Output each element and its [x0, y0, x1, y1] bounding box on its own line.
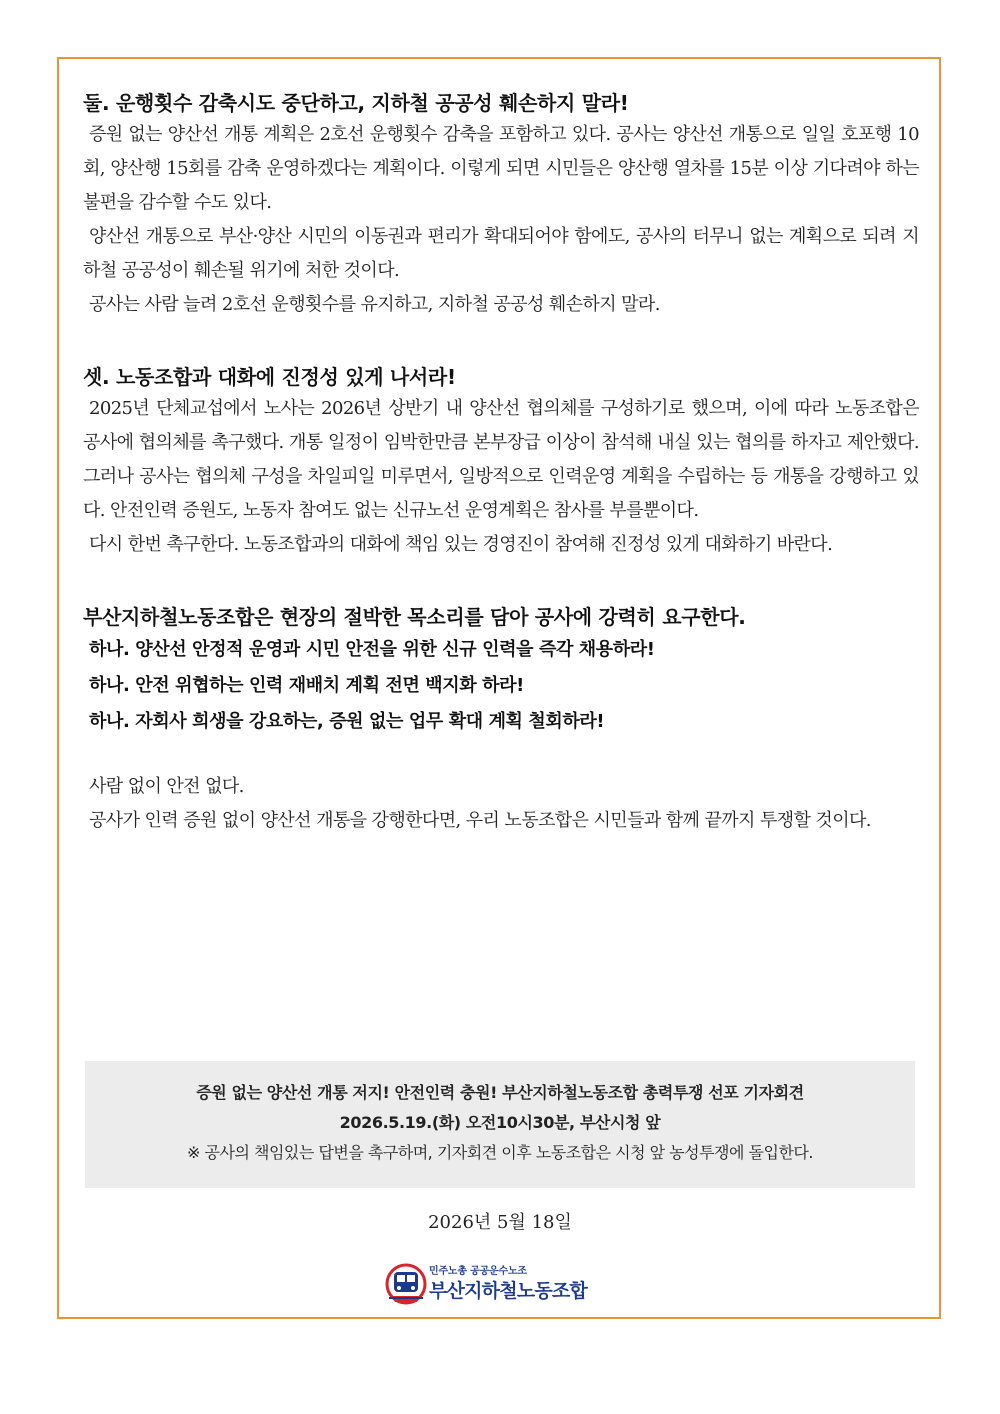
- demand-item: 하나. 양산선 안정적 운영과 시민 안전을 위한 신규 인력을 즉각 채용하라!: [89, 639, 655, 660]
- notice-note: ※ 공사의 책임있는 답변을 촉구하며, 기자회견 이후 노동조합은 시청 앞 농성투쟁에 돌입한다.: [187, 1143, 813, 1162]
- demand-item: 하나. 자회사 희생을 강요하는, 증원 없는 업무 확대 계획 철회하라!: [89, 711, 605, 732]
- notice-title: 증원 없는 양산선 개통 저지! 안전인력 충원! 부산지하철노동조합 총력투쟁 선포 기자회견: [196, 1083, 804, 1102]
- section2-paragraph: 양산선 개통으로 부산·양산 시민의 이동권과 편리가 확대되어야 함에도, 공사의 터무니 없는 계획으로 되려 지하철 공공성이 훼손될 위기에 처한 것이다.: [83, 226, 919, 281]
- section3-paragraph: 다시 한번 촉구한다. 노동조합과의 대화에 책임 있는 경영진이 참여해 진정성 있게 대화하기 바란다.: [89, 534, 833, 555]
- logo-title: 부산지하철노동조합: [429, 1280, 587, 1302]
- spacer: [83, 322, 919, 362]
- spacer: [83, 740, 919, 770]
- closing-line: 사람 없이 안전 없다.: [89, 776, 244, 797]
- subway-train-emblem-icon: [385, 1260, 427, 1308]
- document-body: [83, 88, 919, 838]
- section3-paragraph: 2025년 단체교섭에서 노사는 2026년 상반기 내 양산선 협의체를 구성하기로 했으며, 이에 따라 노동조합은 공사에 협의체를 촉구했다. 개통 일정이 임박한만큼 본부장급 이상이 참석해 내실 있는 협의를 하자고 제안했다. 그러나 공사는 협의체 구성을 차일피일 미루면서, 일방적으로 인력운영 계획을 수립하는 등 개통을 강행하고 있다. 안전인력 증원도, 노동자 참여도 없는 신규노선 운영계획은 참사를 부를뿐이다.: [83, 398, 919, 521]
- section2-paragraph: 증원 없는 양산선 개통 계획은 2호선 운행횟수 감축을 포함하고 있다. 공사는 양산선 개통으로 일일 호포행 10회, 양산행 15회를 감축 운영하겠다는 계획이다. 이렇게 되면 시민들은 양산행 열차를 15분 이상 기다려야 하는 불편을 감수할 수도 있다.: [83, 124, 919, 213]
- document-date: 2026년 5월 18일: [428, 1212, 572, 1233]
- section-heading-2: 둘. 운행횟수 감축시도 중단하고, 지하철 공공성 훼손하지 말라!: [83, 91, 629, 115]
- notice-datetime: 2026.5.19.(화) 오전10시30분, 부산시청 앞: [339, 1113, 661, 1132]
- spacer: [83, 562, 919, 602]
- section2-paragraph: 공사는 사람 늘려 2호선 운행횟수를 유지하고, 지하철 공공성 훼손하지 말라.: [89, 294, 660, 315]
- demands-heading: 부산지하철노동조합은 현장의 절박한 목소리를 담아 공사에 강력히 요구한다.: [83, 605, 746, 629]
- logo-subtitle: 민주노총 공공운수노조: [429, 1266, 527, 1277]
- press-conference-notice: [85, 1061, 915, 1188]
- union-logo: [385, 1260, 625, 1308]
- closing-line: 공사가 인력 증원 없이 양산선 개통을 강행한다면, 우리 노동조합은 시민들과 함께 끝까지 투쟁할 것이다.: [89, 810, 871, 831]
- section-heading-3: 셋. 노동조합과 대화에 진정성 있게 나서라!: [83, 365, 456, 389]
- demand-item: 하나. 안전 위협하는 인력 재배치 계획 전면 백지화 하라!: [89, 675, 524, 696]
